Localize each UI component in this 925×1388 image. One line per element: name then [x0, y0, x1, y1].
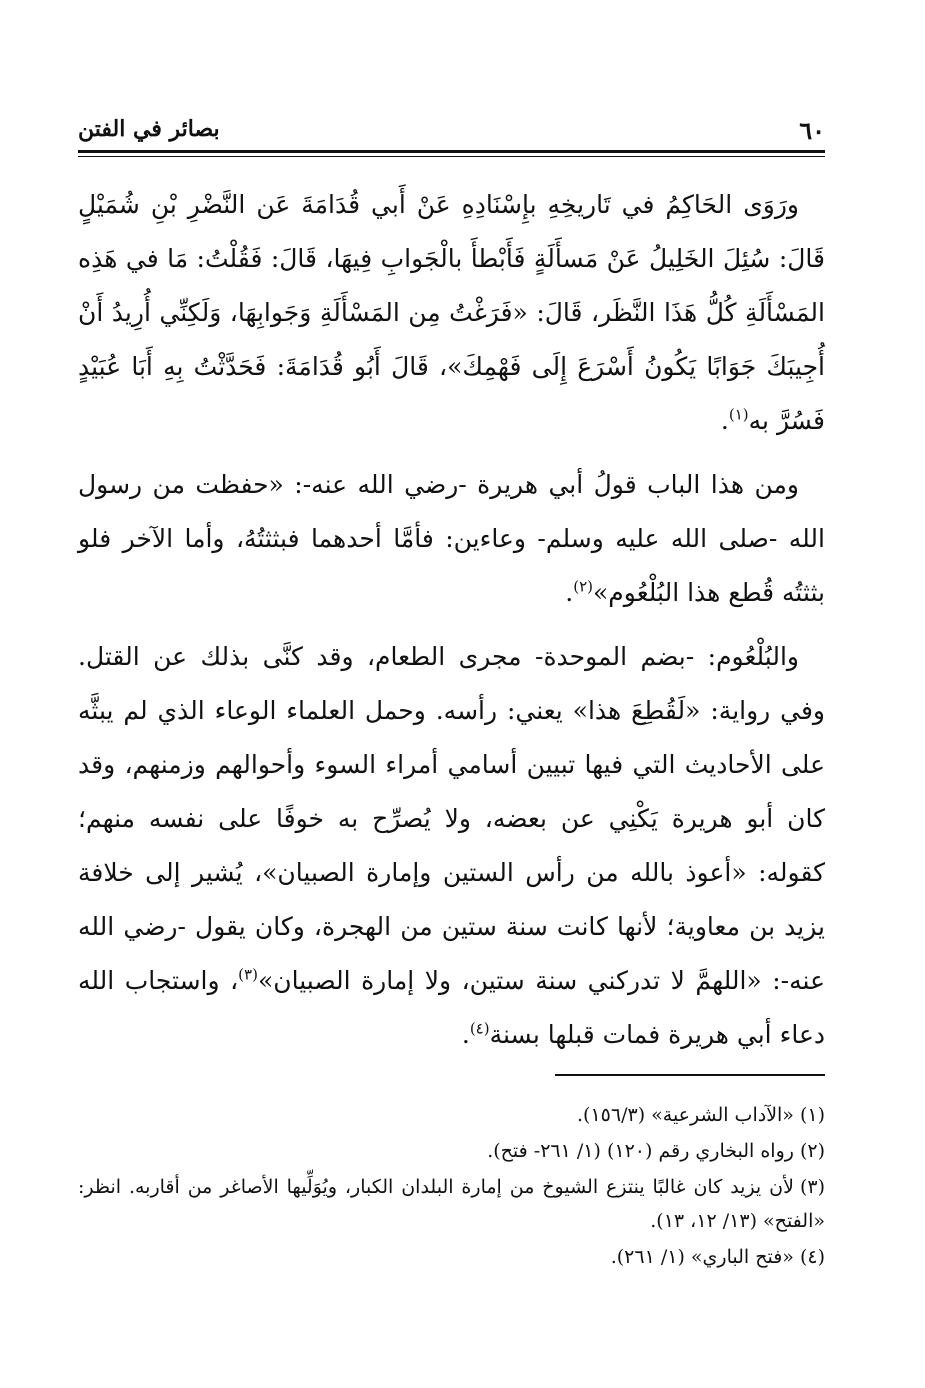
- paragraph-1-text: ورَوَى الحَاكِمُ في تَاريخِهِ بإِسْنَادِهِ عَنْ أَبي قُدَامَةَ عَن النَّضْرِ بْنِ شُمَيْلٍ قَالَ: سُئِلَ الخَلِيلُ عَنْ مَسأَلَةٍ فَأَبْطأَ بالْجَوابِ فِيهَا، قَالَ: فَقُلْتُ: مَا في هَذِه المَسْأَلَةِ كُلُّ هَذَا النَّظَر، قَالَ: «فَرَغْتُ مِن المَسْأَلَةِ وَجَوابِهَا، وَلَكِنِّي أُرِيدُ أَنْ أُجِيبَكَ جَوَابًا يَكُونُ أَسْرَعَ إِلَى فَهْمِكَ»، قَالَ أَبُو قُدَامَةَ: فَحَدَّثْتُ بِهِ أَبَا عُبَيْدٍ فَسُرَّ به: [78, 190, 825, 435]
- footnote-text: «فتح الباري» (١/ ٢٦١).: [610, 1246, 794, 1268]
- footnote-2: [78, 1134, 825, 1168]
- page-number: ٦٠: [799, 116, 825, 145]
- paragraph-3: [78, 630, 825, 1062]
- footnote-number: (٣): [799, 1176, 825, 1198]
- header-rule-thin: [78, 156, 825, 157]
- footnote-4: [78, 1240, 825, 1274]
- footnote-1: [78, 1098, 825, 1132]
- paragraph-2-text: ومن هذا الباب قولُ أبي هريرة -رضي الله عنه-: «حفظت من رسول الله -صلى الله عليه وسلم- وعاءين: فأمَّا أحدهما فبثثتُهُ، وأما الآخر فلو بثثتُه قُطع هذا البُلْعُوم»: [78, 470, 825, 607]
- paragraph-2: [78, 458, 825, 620]
- footnotes: [78, 1098, 825, 1276]
- footnote-text: «الآداب الشرعية» (١٥٦/٣).: [577, 1104, 794, 1126]
- header-rule: [78, 150, 825, 153]
- footnote-text: لأن يزيد كان غالبًا ينتزع الشيوخ من إمارة البلدان الكبار، ويُوَلِّيها الأصاغر من أقاربه. انظر: «الفتح» (١٣/ ١٢، ١٣).: [78, 1176, 825, 1232]
- footnote-ref-4: (٤): [469, 1019, 490, 1038]
- footnote-ref-3: (٣): [238, 965, 258, 984]
- page-header: [78, 108, 825, 148]
- footnote-text: رواه البخاري رقم (١٢٠) (١/ ٢٦١- فتح).: [487, 1140, 794, 1162]
- footnote-3: [78, 1170, 825, 1238]
- paragraph-3-text-a: والبُلْعُوم: -بضم الموحدة- مجرى الطعام، وقد كنَّى بذلك عن القتل. وفي رواية: «لَقُطِعَ هذا» يعني: رأسه. وحمل العلماء الوعاء الذي لم يبثَّه على الأحاديث التي فيها تبيين أسامي أمراء السوء وأحوالهم وزمنهم، وقد كان أبو هريرة يَكْنِي عن بعضه، ولا يُصرِّح به خوفًا على نفسه منهم؛ كقوله: «أعوذ بالله من رأس الستين وإمارة الصبيان»، يُشير إلى خلافة يزيد بن معاوية؛ لأنها كانت سنة ستين من الهجرة، وكان يقول -رضي الله عنه-: «اللهمَّ لا تدركني سنة ستين، ولا إمارة الصبيان»: [78, 642, 825, 995]
- footnote-ref-2: (٢): [573, 577, 594, 596]
- paragraph-2-end: .: [565, 578, 574, 607]
- main-text: [78, 178, 825, 1072]
- footnote-number: (٤): [799, 1246, 825, 1268]
- paragraph-1: [78, 178, 825, 448]
- running-title: بصائر في الفتن: [78, 116, 220, 142]
- footnote-number: (١): [799, 1104, 825, 1126]
- footnote-ref-1: (١): [728, 405, 749, 424]
- paragraph-3-text-b: ، واستجاب الله دعاء أبي هريرة فمات قبلها بسنة: [78, 966, 825, 1049]
- paragraph-1-end: .: [720, 406, 729, 435]
- paragraph-3-end: .: [461, 1020, 470, 1049]
- footnote-separator: [555, 1074, 825, 1076]
- footnote-number: (٢): [799, 1140, 825, 1162]
